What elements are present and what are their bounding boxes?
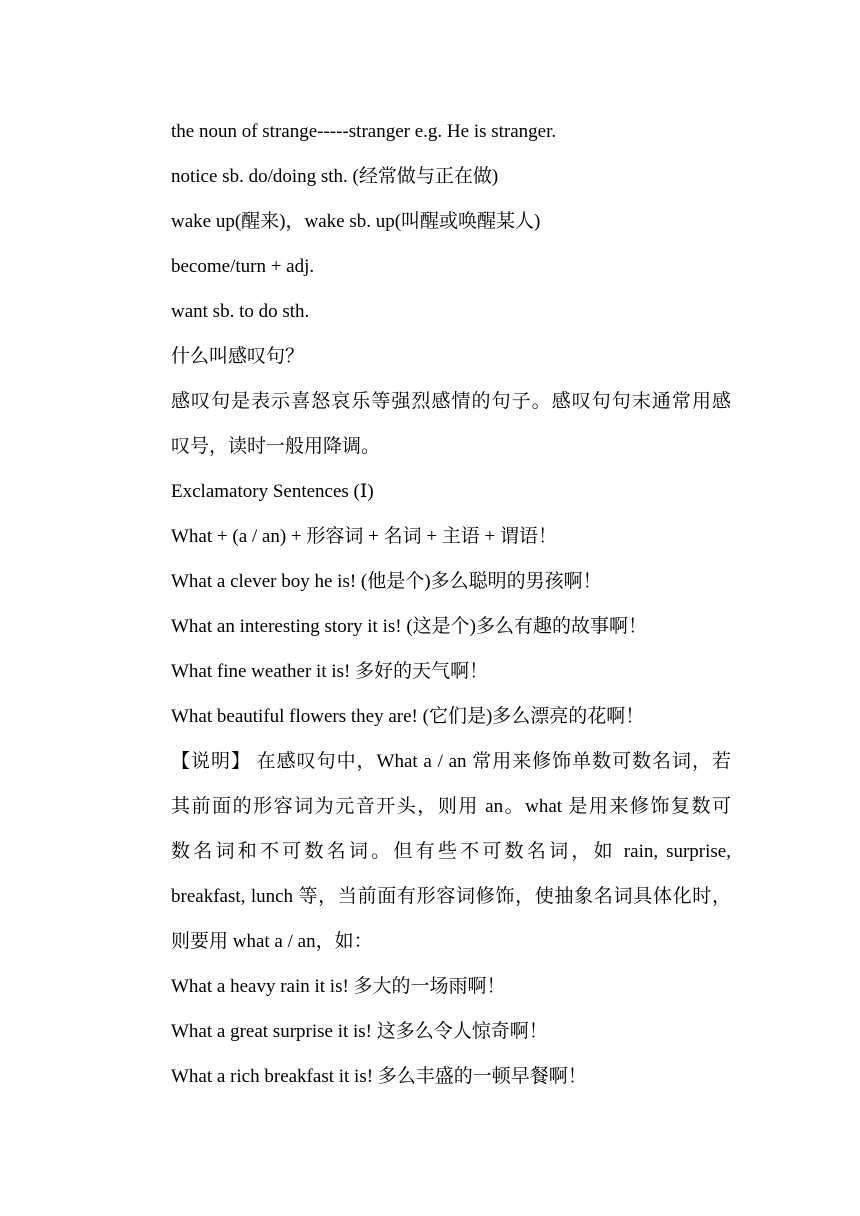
note-line-4: breakfast, lunch 等，当前面有形容词修饰，使抽象名词具体化时， [171, 886, 731, 907]
example-line: What an interesting story it is! (这是个)多么有趣的故事啊！ [171, 616, 647, 637]
example-line: What a clever boy he is! (他是个)多么聪明的男孩啊！ [171, 571, 602, 592]
question-heading: 什么叫感叹句？ [171, 346, 305, 367]
text-line-noun-of-strange: the noun of strange-----stranger e.g. He is stranger. [171, 121, 557, 142]
text-line-wake-up: wake up(醒来)，wake sb. up(叫醒或唤醒某人) [171, 211, 541, 232]
definition-line-1: 感叹句是表示喜怒哀乐等强烈感情的句子。感叹句句末通常用感 [171, 391, 731, 412]
example-line: What beautiful flowers they are! (它们是)多么漂亮的花啊！ [171, 706, 645, 727]
text-line-become-turn: become/turn + adj. [171, 256, 315, 277]
text-line-want-sb: want sb. to do sth. [171, 301, 310, 322]
more-example-line: What a heavy rain it is! 多大的一场雨啊！ [171, 976, 506, 997]
more-example-line: What a rich breakfast it is! 多么丰盛的一顿早餐啊！ [171, 1066, 587, 1087]
more-example-line: What a great surprise it is! 这多么令人惊奇啊！ [171, 1021, 548, 1042]
document-page [171, 109, 731, 1099]
formula-line: What + (a / an) + 形容词 + 名词 + 主语 + 谓语！ [171, 526, 558, 547]
section-title: Exclamatory Sentences (Ⅰ) [171, 481, 374, 502]
text-line-notice: notice sb. do/doing sth. (经常做与正在做) [171, 166, 499, 187]
note-line-1: 【说明】 在感叹句中，What a / an 常用来修饰单数可数名词，若 [171, 751, 731, 772]
example-line: What fine weather it is! 多好的天气啊！ [171, 661, 489, 682]
definition-line-2: 叹号，读时一般用降调。 [171, 436, 381, 457]
note-line-5: 则要用 what a / an，如： [171, 931, 373, 952]
note-line-3: 数名词和不可数名词。但有些不可数名词，如 rain, surprise, [171, 841, 731, 862]
note-line-2: 其前面的形容词为元音开头，则用 an。what 是用来修饰复数可 [171, 796, 731, 817]
